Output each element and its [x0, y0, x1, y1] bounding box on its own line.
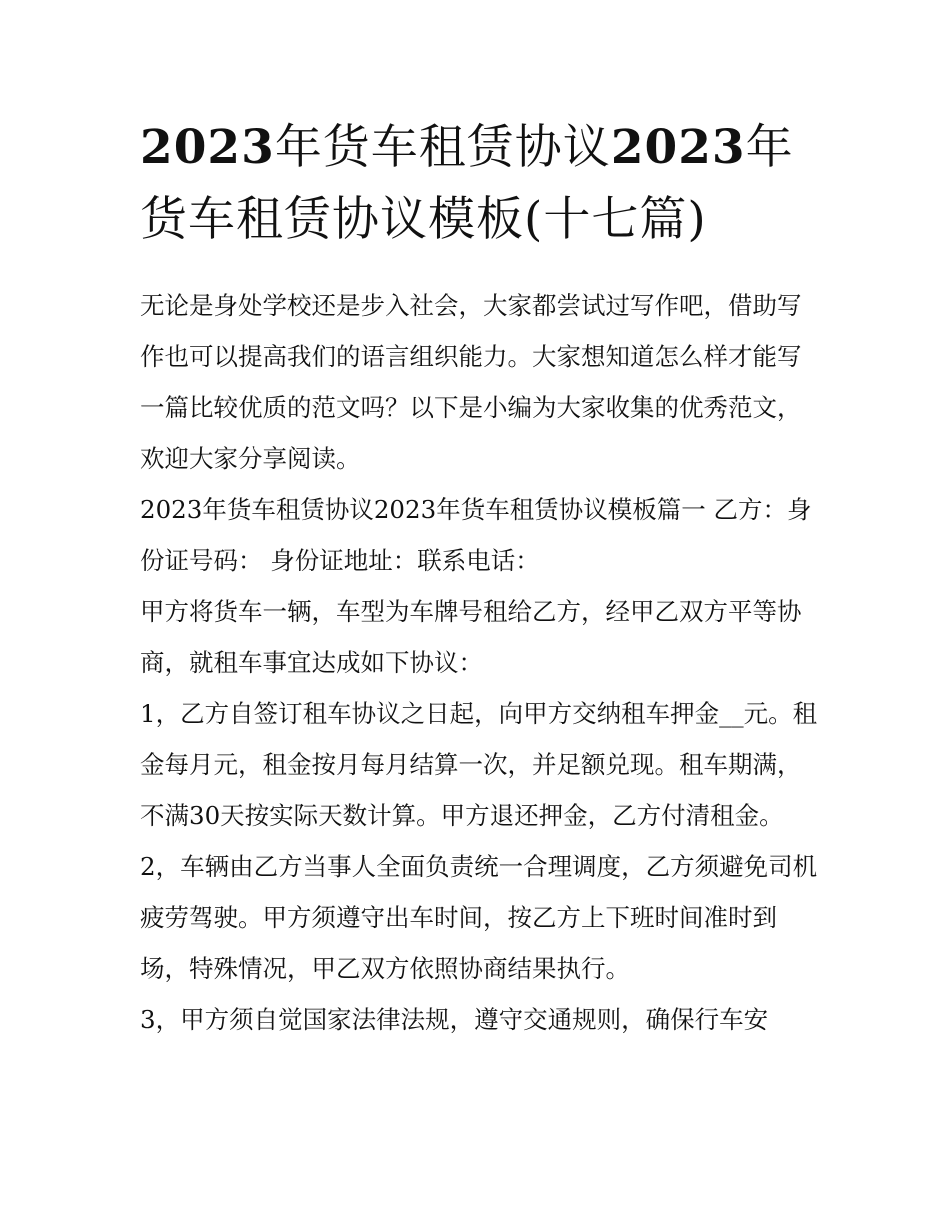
- clause-2-paragraph: 2，车辆由乙方当事人全面负责统一合理调度，乙方须避免司机疲劳驾驶。甲方须遵守出车时间，按乙方上下班时间准时到场，特殊情况，甲乙双方依照协商结果执行。: [140, 852, 818, 983]
- document-title: [140, 112, 820, 256]
- intro-paragraph: 无论是身处学校还是步入社会，大家都尝试过写作吧，借助写作也可以提高我们的语言组织能力。大家想知道怎么样才能写一篇比较优质的范文吗？以下是小编为大家收集的优秀范文，欢迎大家分享阅读。: [140, 291, 802, 473]
- document-body: [140, 280, 820, 1045]
- title-year-2: 2023: [610, 120, 746, 175]
- clause-3-paragraph: 3，甲方须自觉国家法律法规，遵守交通规则，确保行车安: [140, 1005, 769, 1034]
- title-text-1: 年货车租赁协议: [274, 120, 611, 175]
- agreement-header-paragraph: 2023年货车租赁协议2023年货车租赁协议模板篇一 乙方：身份证号码： 身份证地址：联系电话：: [140, 495, 812, 575]
- agreement-preamble-paragraph: 甲方将货车一辆，车型为车牌号租给乙方，经甲乙双方平等协商，就租车事宜达成如下协议：: [140, 597, 802, 677]
- title-year-1: 2023: [140, 120, 275, 175]
- title-text-2: 年货车租赁协议模板(十七篇): [140, 120, 794, 247]
- clause-1-paragraph: 1，乙方自签订租车协议之日起，向甲方交纳租车押金__元。租金每月元，租金按月每月结算一次，并足额兑现。租车期满，不满30天按实际天数计算。甲方退还押金，乙方付清租金。: [140, 699, 818, 830]
